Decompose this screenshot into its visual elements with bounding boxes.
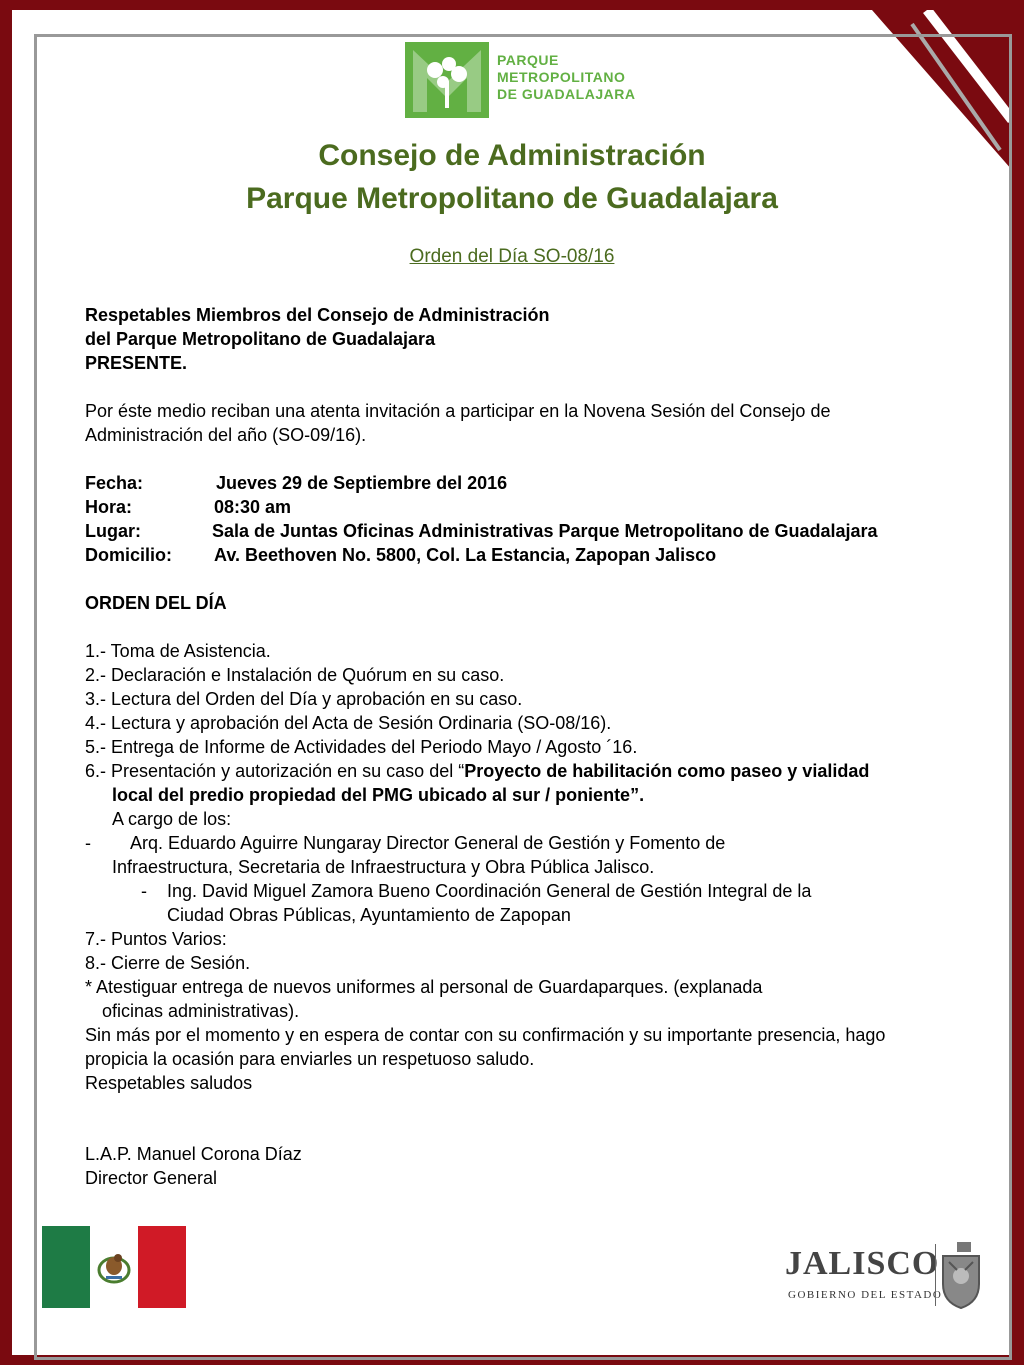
closing-line-3: Respetables saludos (85, 1073, 253, 1093)
gobierno-del-estado-text: GOBIERNO DEL ESTADO (788, 1289, 943, 1301)
flag-red-stripe (138, 1226, 186, 1308)
document-title-line-2: Parque Metropolitano de Guadalajara (246, 182, 778, 215)
domicilio-value: Av. Beethoven No. 5800, Col. La Estancia, Zapopan Jalisco (214, 545, 717, 565)
logo-line-2: METROPOLITANO (497, 69, 626, 85)
salutation-line-3: PRESENTE. (85, 353, 188, 373)
closing-line-2: propicia la ocasión para enviarles un respetuoso saludo. (85, 1049, 535, 1069)
jalisco-coat-of-arms-icon (935, 1240, 983, 1310)
person-2-line-1: - Ing. David Miguel Zamora Bueno Coordinación General de Gestión Integral de la (141, 881, 812, 901)
person-1-line-1: Arq. Eduardo Aguirre Nungaray Director General de Gestión y Fomento de (130, 833, 726, 853)
intro-line-1: Por éste medio reciban una atenta invitación a participar en la Novena Sesión del Consejo de (85, 401, 831, 421)
person-1-dash: - (85, 833, 91, 853)
flag-green-stripe (42, 1226, 90, 1308)
agenda-item-6-prefix: 6.- Presentación y autorización en su caso del “ (85, 761, 465, 781)
person-1-line-2: Infraestructura, Secretaria de Infraestructura y Obra Pública Jalisco. (112, 857, 655, 877)
signature-name: L.A.P. Manuel Corona Díaz (85, 1144, 302, 1164)
lugar-label: Lugar: (85, 521, 141, 541)
closing-line-1: Sin más por el momento y en espera de contar con su confirmación y su importante presencia, hago (85, 1025, 886, 1045)
intro-line-2: Administración del año (SO-09/16). (85, 425, 367, 445)
person-2-line-2: Ciudad Obras Públicas, Ayuntamiento de Zapopan (167, 905, 571, 925)
agenda-item-8: 8.- Cierre de Sesión. (85, 953, 251, 973)
mexico-flag-icon (42, 1226, 186, 1308)
agenda-heading: ORDEN DEL DÍA (85, 593, 227, 613)
note-line-1: * Atestiguar entrega de nuevos uniformes al personal de Guardaparques. (explanada (85, 977, 763, 997)
document-title-line-1: Consejo de Administración (318, 139, 706, 172)
flag-white-stripe (90, 1226, 138, 1308)
salutation-line-1: Respetables Miembros del Consejo de Administración (85, 305, 550, 325)
agenda-item-2: 2.- Declaración e Instalación de Quórum en su caso. (85, 665, 505, 685)
agenda-cargo: A cargo de los: (112, 809, 232, 829)
agenda-item-7: 7.- Puntos Varios: (85, 929, 227, 949)
park-logo (405, 42, 655, 122)
note-line-2: oficinas administrativas). (102, 1001, 300, 1021)
fecha-value: Jueves 29 de Septiembre del 2016 (216, 473, 508, 493)
tree-logo-icon (405, 42, 489, 118)
signature-role: Director General (85, 1168, 218, 1188)
agenda-item-3: 3.- Lectura del Orden del Día y aprobación en su caso. (85, 689, 523, 709)
agenda-item-5: 5.- Entrega de Informe de Actividades del Periodo Mayo / Agosto ´16. (85, 737, 638, 757)
agenda-item-4: 4.- Lectura y aprobación del Acta de Sesión Ordinaria (SO-08/16). (85, 713, 612, 733)
lugar-value: Sala de Juntas Oficinas Administrativas Parque Metropolitano de Guadalajara (212, 521, 878, 541)
domicilio-label: Domicilio: (85, 545, 173, 565)
salutation-line-2: del Parque Metropolitano de Guadalajara (85, 329, 436, 349)
agenda-item-1: 1.- Toma de Asistencia. (85, 641, 271, 661)
hora-value: 08:30 am (214, 497, 292, 517)
hora-label: Hora: (85, 497, 133, 517)
logo-line-1: PARQUE (497, 52, 559, 68)
jalisco-wordmark: JALISCO (785, 1245, 940, 1282)
agenda-item-6-bold: Proyecto de habilitación como paseo y vialidad (464, 761, 870, 781)
agenda-item-6-continuation: local del predio propiedad del PMG ubicado al sur / poniente”. (112, 785, 645, 805)
logo-line-3: DE GUADALAJARA (497, 86, 636, 102)
document-subtitle: Orden del Día SO-08/16 (409, 246, 615, 267)
logo-text (497, 52, 635, 103)
fecha-label: Fecha: (85, 473, 144, 493)
agenda-item-6 (85, 760, 869, 782)
coat-of-arms-icon (90, 1226, 138, 1308)
